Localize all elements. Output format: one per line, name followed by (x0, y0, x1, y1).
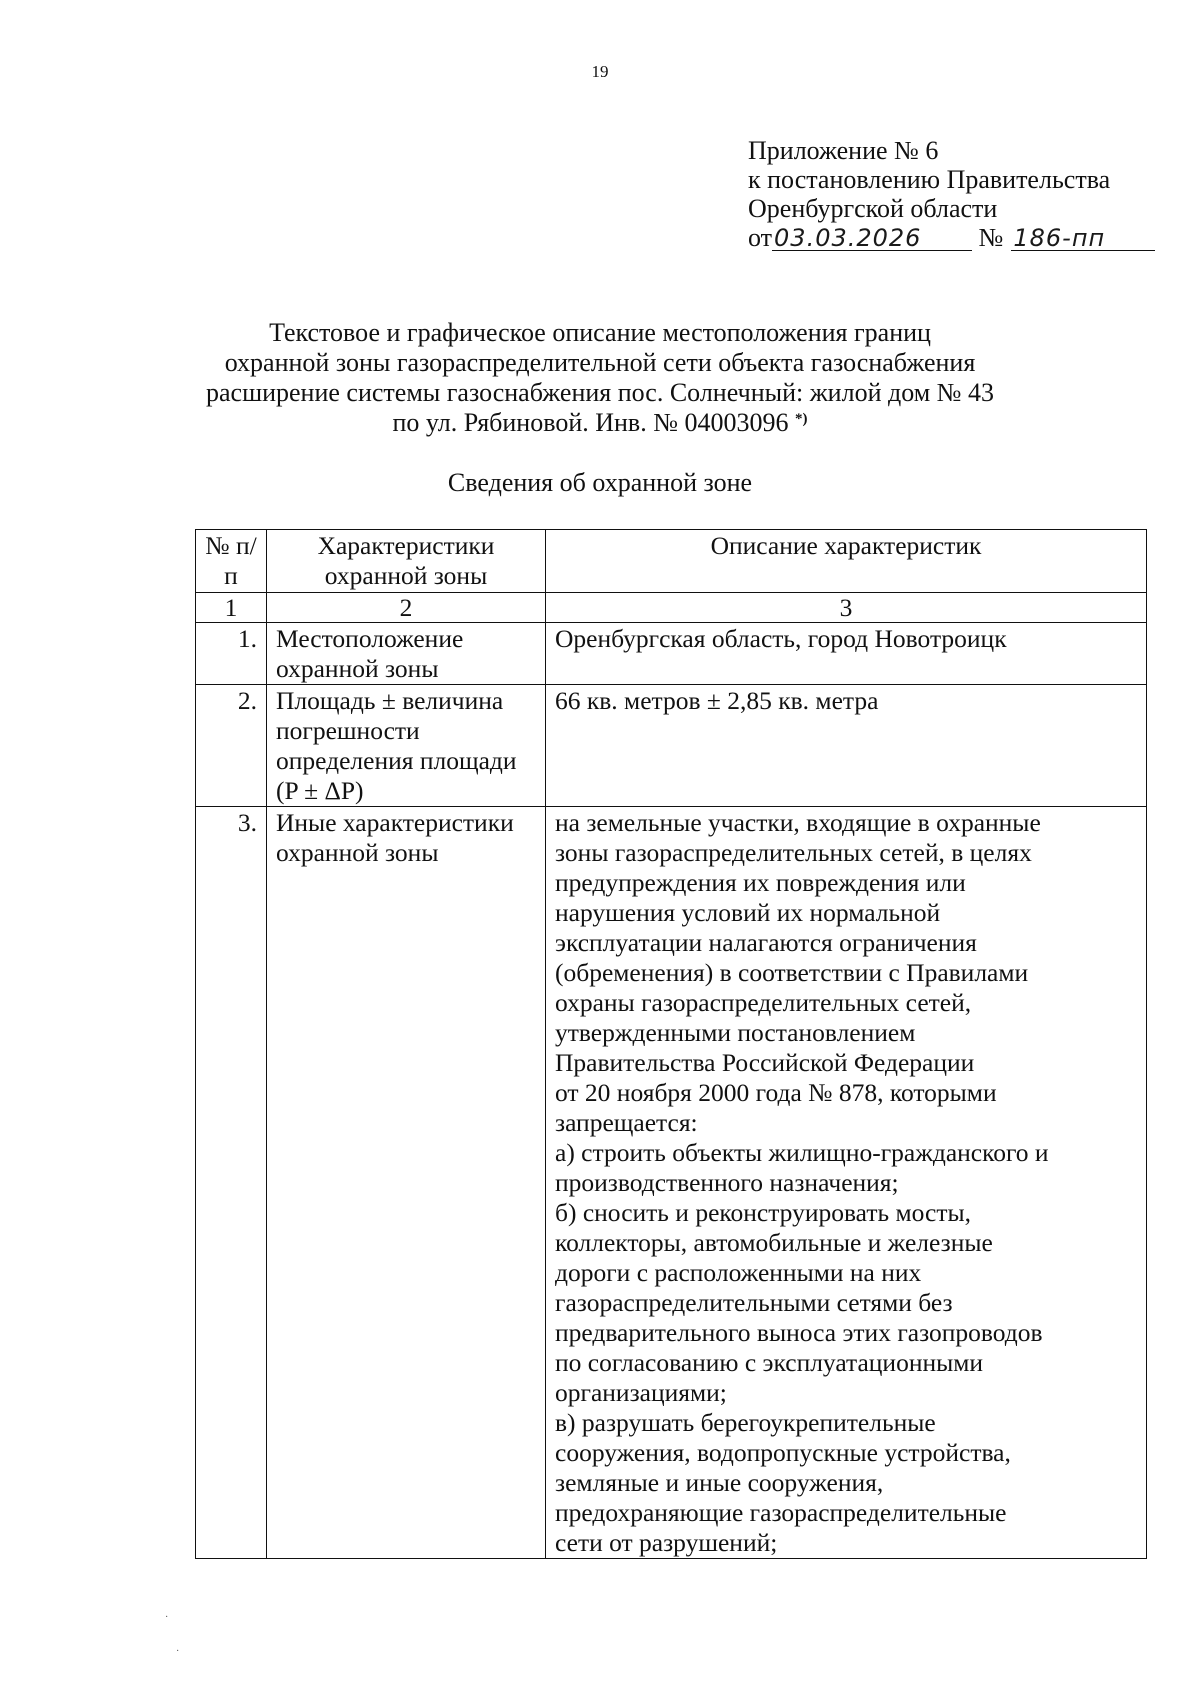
scan-dot: · (165, 1612, 169, 1623)
date-prefix: от (748, 223, 773, 252)
description-line: сети от разрушений; (555, 1528, 778, 1557)
row-characteristic: Местоположение охранной зоны (267, 623, 546, 685)
appendix-line-4 (748, 223, 1155, 252)
description-line: охраны газораспределительных сетей, (555, 988, 972, 1017)
description-line: от 20 ноября 2000 года № 878, которыми (555, 1078, 997, 1107)
description-line: сооружения, водопропускные устройства, (555, 1438, 1011, 1467)
column-number-row (196, 593, 1147, 623)
description-line: организациями; (555, 1378, 727, 1407)
table-row (196, 623, 1147, 685)
description-line: Оренбургская область, город Новотроицк (555, 624, 1007, 653)
row-description (546, 807, 1147, 1559)
header-description: Описание характеристик (546, 530, 1147, 593)
column-number-1: 1 (196, 593, 267, 623)
description-line: на земельные участки, входящие в охранные (555, 808, 1041, 837)
description-line: б) сносить и реконструировать мосты, (555, 1198, 971, 1227)
description-line: коллекторы, автомобильные и железные (555, 1228, 993, 1257)
row-num: 1. (196, 623, 267, 685)
page-number: 19 (591, 62, 609, 81)
description-line: зоны газораспределительных сетей, в целях (555, 838, 1032, 867)
description-line: в) разрушать берегоукрепительные (555, 1408, 936, 1437)
column-number-3: 3 (546, 593, 1147, 623)
handwritten-number: 186-пп (1011, 226, 1155, 251)
appendix-line-2: к постановлению Правительства (748, 165, 1111, 194)
scan-dot: · (176, 1646, 180, 1657)
number-prefix: № (978, 223, 1004, 252)
description-line: утвержденными постановлением (555, 1018, 916, 1047)
row-num: 3. (196, 807, 267, 1559)
description-line: 66 кв. метров ± 2,85 кв. метра (555, 686, 879, 715)
title-line-2: охранной зоны газораспределительной сети объекта газоснабжения (224, 348, 976, 377)
appendix-line-3: Оренбургской области (748, 194, 998, 223)
description-line: земляные и иные сооружения, (555, 1468, 884, 1497)
description-line: предупреждения их повреждения или (555, 868, 966, 897)
description-line: а) строить объекты жилищно-гражданского и (555, 1138, 1049, 1167)
title-line-4: по ул. Рябиновой. Инв. № 04003096 (392, 408, 789, 437)
title-line-4-wrap (0, 408, 1200, 438)
table-header-row (196, 530, 1147, 593)
description-line: нарушения условий их нормальной (555, 898, 941, 927)
description-line: газораспределительными сетями без (555, 1288, 953, 1317)
title-line-3: расширение системы газоснабжения пос. Солнечный: жилой дом № 43 (206, 378, 994, 407)
description-line: запрещается: (555, 1108, 698, 1137)
handwritten-date: 03.03.2026 (772, 226, 972, 251)
header-characteristic: Характеристики охранной зоны (267, 530, 546, 593)
description-line: по согласованию с эксплуатационными (555, 1348, 984, 1377)
table-row (196, 807, 1147, 1559)
appendix-block (748, 136, 1155, 252)
document-title (0, 318, 1200, 438)
row-characteristic: Иные характеристики охранной зоны (267, 807, 546, 1559)
description-line: предохраняющие газораспределительные (555, 1498, 1007, 1527)
description-line: дороги с расположенными на них (555, 1258, 922, 1287)
table-row (196, 685, 1147, 807)
column-number-2: 2 (267, 593, 546, 623)
appendix-line-1: Приложение № 6 (748, 136, 939, 165)
footnote-mark: *) (795, 411, 808, 427)
zone-info-table (195, 529, 1147, 1559)
row-description (546, 685, 1147, 807)
header-num: № п/п (196, 530, 267, 593)
row-characteristic: Площадь ± величина погрешности определения площади (P ± ΔP) (267, 685, 546, 807)
section-subtitle: Сведения об охранной зоне (447, 468, 753, 497)
description-line: производственного назначения; (555, 1168, 899, 1197)
description-line: Правительства Российской Федерации (555, 1048, 975, 1077)
description-line: (обременения) в соответствии с Правилами (555, 958, 1029, 987)
title-line-1: Текстовое и графическое описание местоположения границ (269, 318, 931, 347)
row-description (546, 623, 1147, 685)
description-line: эксплуатации налагаются ограничения (555, 928, 977, 957)
description-line: предварительного выноса этих газопроводов (555, 1318, 1043, 1347)
row-num: 2. (196, 685, 267, 807)
